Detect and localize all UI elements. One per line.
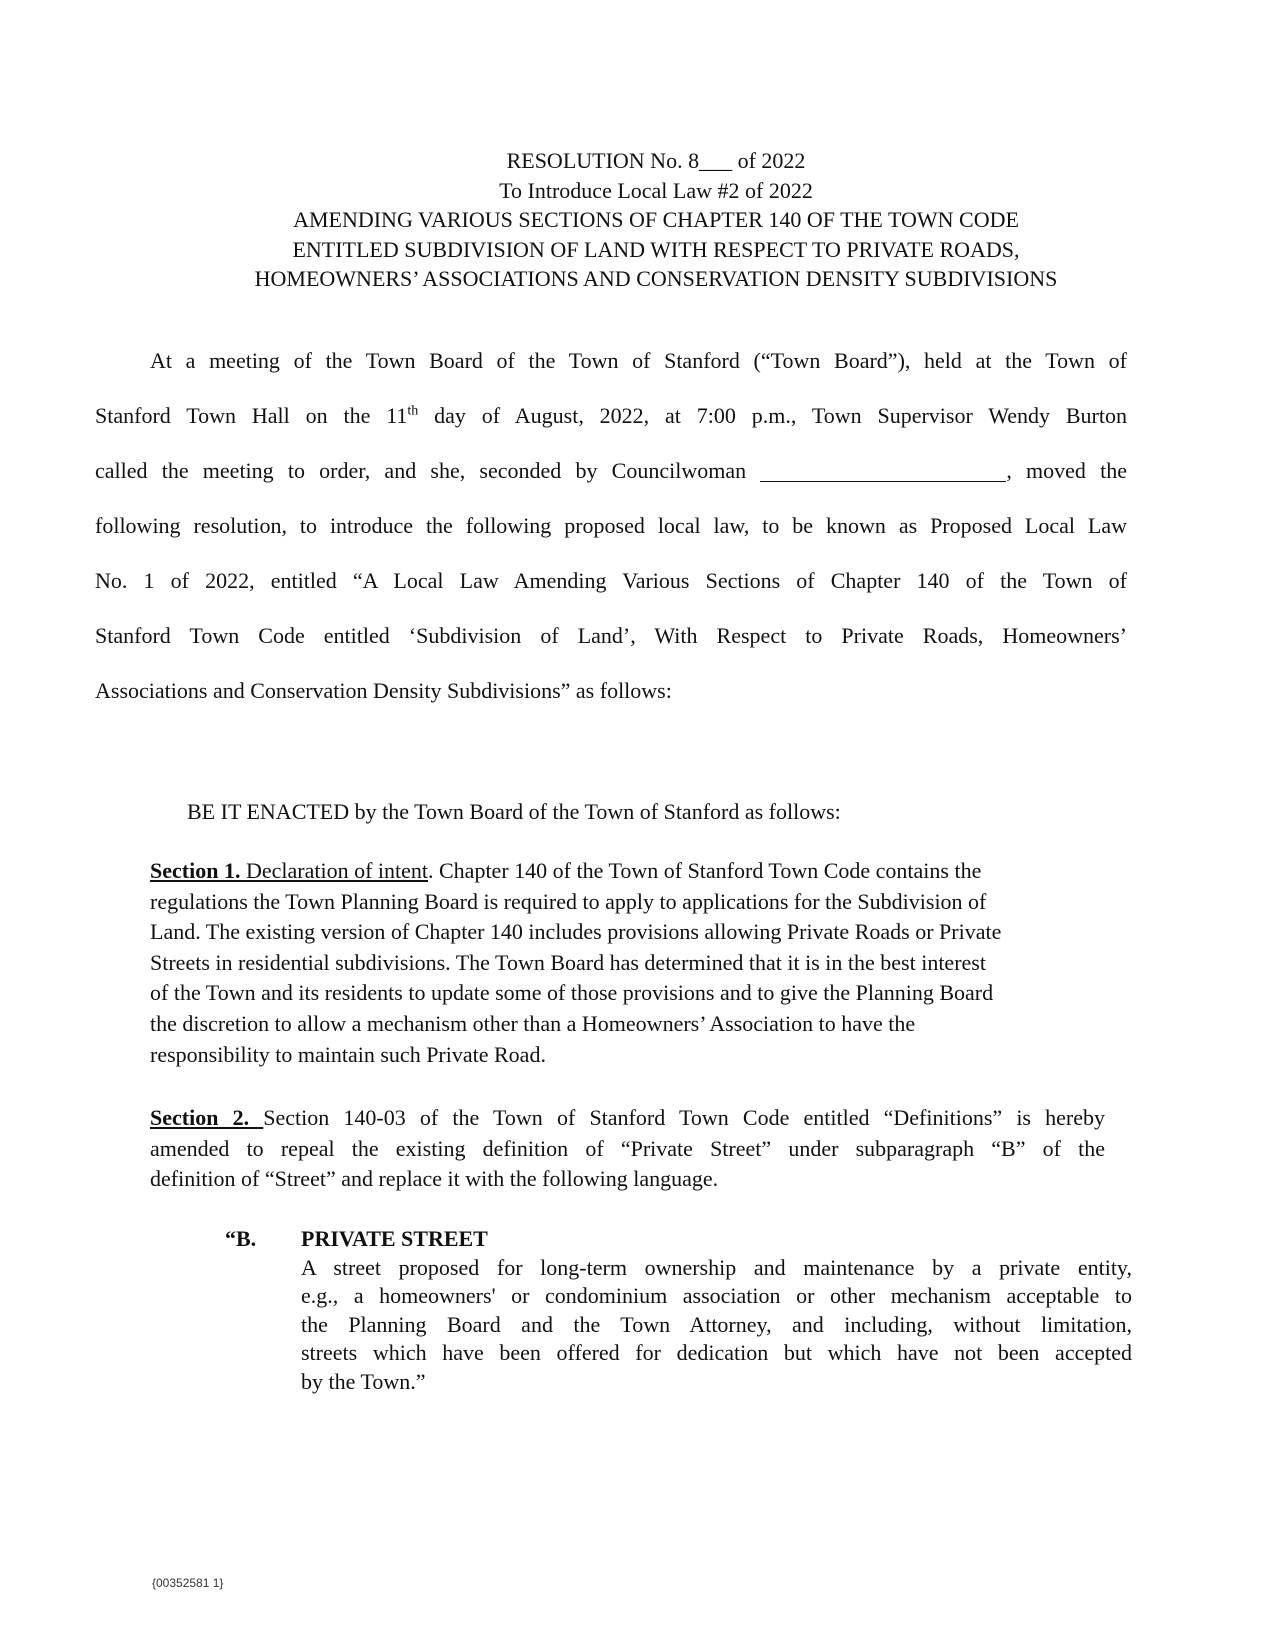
signature-blank-line — [760, 459, 1006, 482]
header-line: To Introduce Local Law #2 of 2022 — [499, 177, 813, 203]
section-line: amended to repeal the existing definition of “Private Street” under subparagraph “B” of the — [150, 1135, 1105, 1161]
section-line: Land. The existing version of Chapter 140 includes provisions allowing Private Roads or Private — [150, 919, 1002, 945]
subparagraph-b — [301, 1225, 1132, 1397]
subparagraph-line: A street proposed for long-term ownership and maintenance by a private entity, — [301, 1254, 1132, 1280]
section-line: of the Town and its residents to update some of those provisions and to give the Planning Board — [150, 980, 994, 1006]
section-1 — [150, 856, 1105, 1070]
section-line — [150, 856, 1105, 887]
header-line: AMENDING VARIOUS SECTIONS OF CHAPTER 140 OF THE TOWN CODE — [293, 207, 1019, 232]
section-title: Section 2. — [150, 1105, 264, 1130]
enactment-clause: BE IT ENACTED by the Town Board of the Town of Stanford as follows: — [187, 799, 841, 824]
intro-line: Associations and Conservation Density Subdivisions” as follows: — [95, 678, 672, 703]
ordinal-suffix: th — [407, 403, 419, 419]
intro-text: , moved the — [1006, 458, 1127, 483]
subparagraph-label: “B. — [225, 1226, 257, 1251]
intro-text: day of August, 2022, at 7:00 p.m., Town Supervisor Wendy Burton — [418, 403, 1127, 428]
section-line: definition of “Street” and replace it with the following language. — [150, 1166, 719, 1192]
section-text: . Chapter 140 of the Town of Stanford Town Code contains the — [428, 858, 982, 883]
intro-line — [95, 455, 1127, 510]
section-line: Streets in residential subdivisions. The Town Board has determined that it is in the best interest — [150, 949, 986, 975]
section-text: Section 140-03 of the Town of Stanford Town Code entitled “Definitions” is hereby — [263, 1105, 1105, 1130]
header-line: ENTITLED SUBDIVISION OF LAND WITH RESPECT TO PRIVATE ROADS, — [292, 236, 1020, 262]
section-heading: Declaration of intent — [245, 858, 428, 883]
header-line: HOMEOWNERS’ ASSOCIATIONS AND CONSERVATION DENSITY SUBDIVISIONS — [254, 266, 1058, 291]
subparagraph-line: e.g., a homeowners' or condominium association or other mechanism acceptable to — [301, 1283, 1132, 1309]
section-line: responsibility to maintain such Private Road. — [150, 1041, 546, 1067]
intro-line: following resolution, to introduce the following proposed local law, to be known as Proposed Local Law — [95, 513, 1127, 538]
subparagraph-line: streets which have been offered for dedication but which have not been accepted — [301, 1340, 1132, 1366]
intro-line — [95, 400, 1127, 455]
header-line: RESOLUTION No. 8___ of 2022 — [506, 148, 806, 173]
section-2 — [150, 1103, 1105, 1195]
section-line: the discretion to allow a mechanism other than a Homeowners’ Association to have the — [150, 1010, 916, 1036]
intro-line: At a meeting of the Town Board of the Town of Stanford (“Town Board”), held at the Town of — [150, 348, 1127, 373]
resolution-header — [150, 146, 1162, 294]
section-line: regulations the Town Planning Board is required to apply to applications for the Subdivision of — [150, 888, 987, 914]
intro-text: called the meeting to order, and she, seconded by Councilwoman — [95, 458, 761, 483]
intro-line: Stanford Town Code entitled ‘Subdivision of Land’, With Respect to Private Roads, Homeowners’ — [95, 623, 1127, 648]
subparagraph-line: the Planning Board and the Town Attorney, and including, without limitation, — [301, 1311, 1132, 1337]
section-line — [150, 1103, 1105, 1134]
document-number: {00352581 1} — [152, 1576, 224, 1590]
intro-line: No. 1 of 2022, entitled “A Local Law Amending Various Sections of Chapter 140 of the Town of — [95, 568, 1127, 593]
section-title: Section 1. — [150, 858, 246, 883]
subparagraph-line: by the Town.” — [301, 1368, 426, 1394]
intro-paragraph — [95, 345, 1127, 730]
intro-text: Stanford Town Hall on the 11 — [95, 403, 408, 428]
subparagraph-title: PRIVATE STREET — [301, 1226, 488, 1251]
